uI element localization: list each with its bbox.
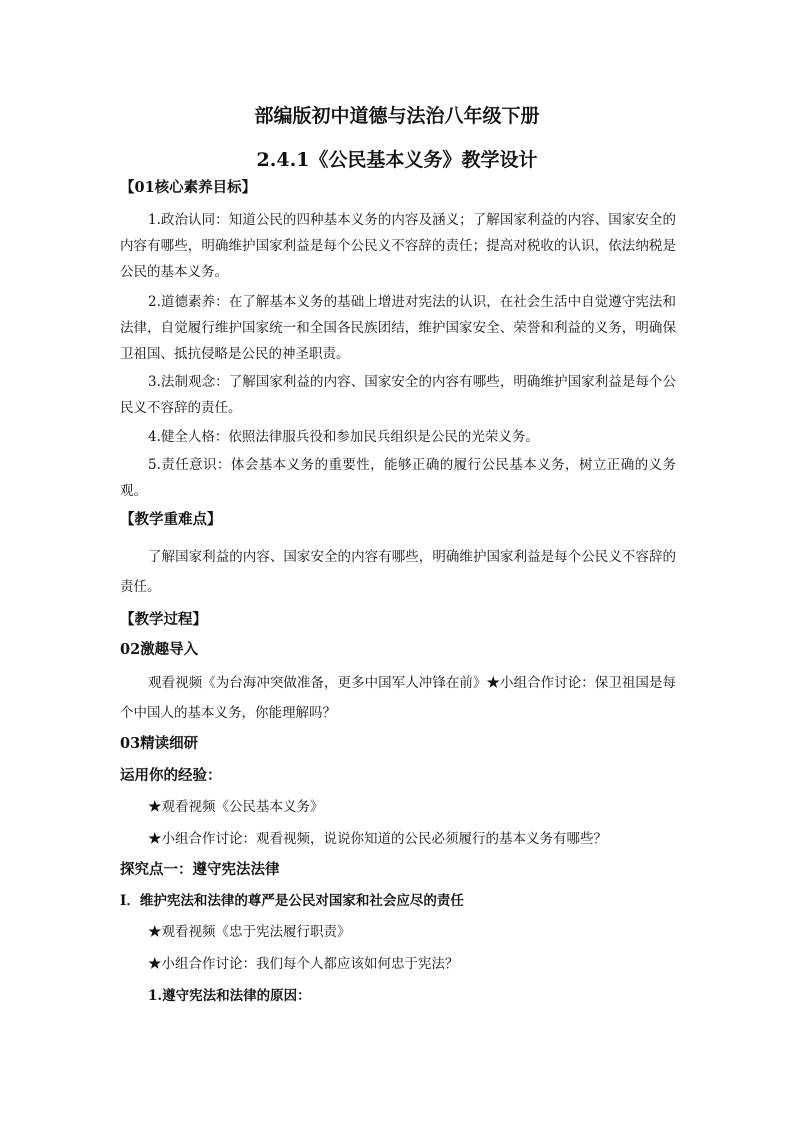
section-heading-goals: 【01核心素养目标】 xyxy=(120,179,257,196)
goal-paragraph-3: 3.法制观念：了解国家利益的内容、国家安全的内容有哪些，明确维护国家利益是每个公民义不容辞的责任。 xyxy=(120,374,676,416)
experience-item-2: ★小组合作讨论：观看视频，说说你知道的公民必须履行的基本义务有哪些？ xyxy=(148,831,607,847)
explore-item-2: ★小组合作讨论：我们每个人都应该如何忠于宪法？ xyxy=(148,956,459,972)
document-subtitle: 2.4.1《公民基本义务》教学设计 xyxy=(256,149,538,171)
section-heading-process: 【教学过程】 xyxy=(120,611,207,628)
intro-heading: 02激趣导入 xyxy=(120,641,199,658)
goal-paragraph-5: 5.责任意识：体会基本义务的重要性，能够正确的履行公民基本义务，树立正确的义务观。 xyxy=(120,457,676,499)
explore-heading: 探究点一：遵守宪法法律 xyxy=(120,861,280,878)
experience-heading: 运用你的经验： xyxy=(120,767,222,784)
reading-heading: 03精读细研 xyxy=(120,735,199,752)
explore-point-1: 1.遵守宪法和法律的原因： xyxy=(148,988,311,1004)
goal-paragraph-1: 1.政治认同：知道公民的四种基本义务的内容及涵义；了解国家利益的内容、国家安全的内容有哪些，明确维护国家利益是每个公民义不容辞的责任；提高对税收的认识，依法纳税是公民的基本义务。 xyxy=(120,212,676,280)
goal-paragraph-4: 4.健全人格：依照法律服兵役和参加民兵组织是公民的光荣义务。 xyxy=(148,429,539,445)
experience-item-1: ★观看视频《公民基本义务》 xyxy=(148,799,324,815)
key-points-paragraph: 了解国家利益的内容、国家安全的内容有哪些，明确维护国家利益是每个公民义不容辞的责任。 xyxy=(120,549,676,595)
explore-sub-heading: Ⅰ．维护宪法和法律的尊严是公民对国家和社会应尽的责任 xyxy=(120,893,464,909)
document-title: 部编版初中道德与法治八年级下册 xyxy=(254,105,540,127)
section-heading-key-points: 【教学重难点】 xyxy=(120,511,222,528)
explore-item-1: ★观看视频《忠于宪法履行职责》 xyxy=(148,924,351,940)
intro-paragraph: 观看视频《为台海冲突做准备，更多中国军人冲锋在前》★小组合作讨论：保卫祖国是每个中国人的基本义务，你能理解吗？ xyxy=(120,675,676,721)
goal-paragraph-2: 2.道德素养：在了解基本义务的基础上增进对宪法的认识，在社会生活中自觉遵守宪法和法律，自觉履行维护国家统一和全国各民族团结，维护国家安全、荣誉和利益的义务，明确保卫祖国、抵抗侵略是公民的神圣职责。 xyxy=(120,294,676,362)
